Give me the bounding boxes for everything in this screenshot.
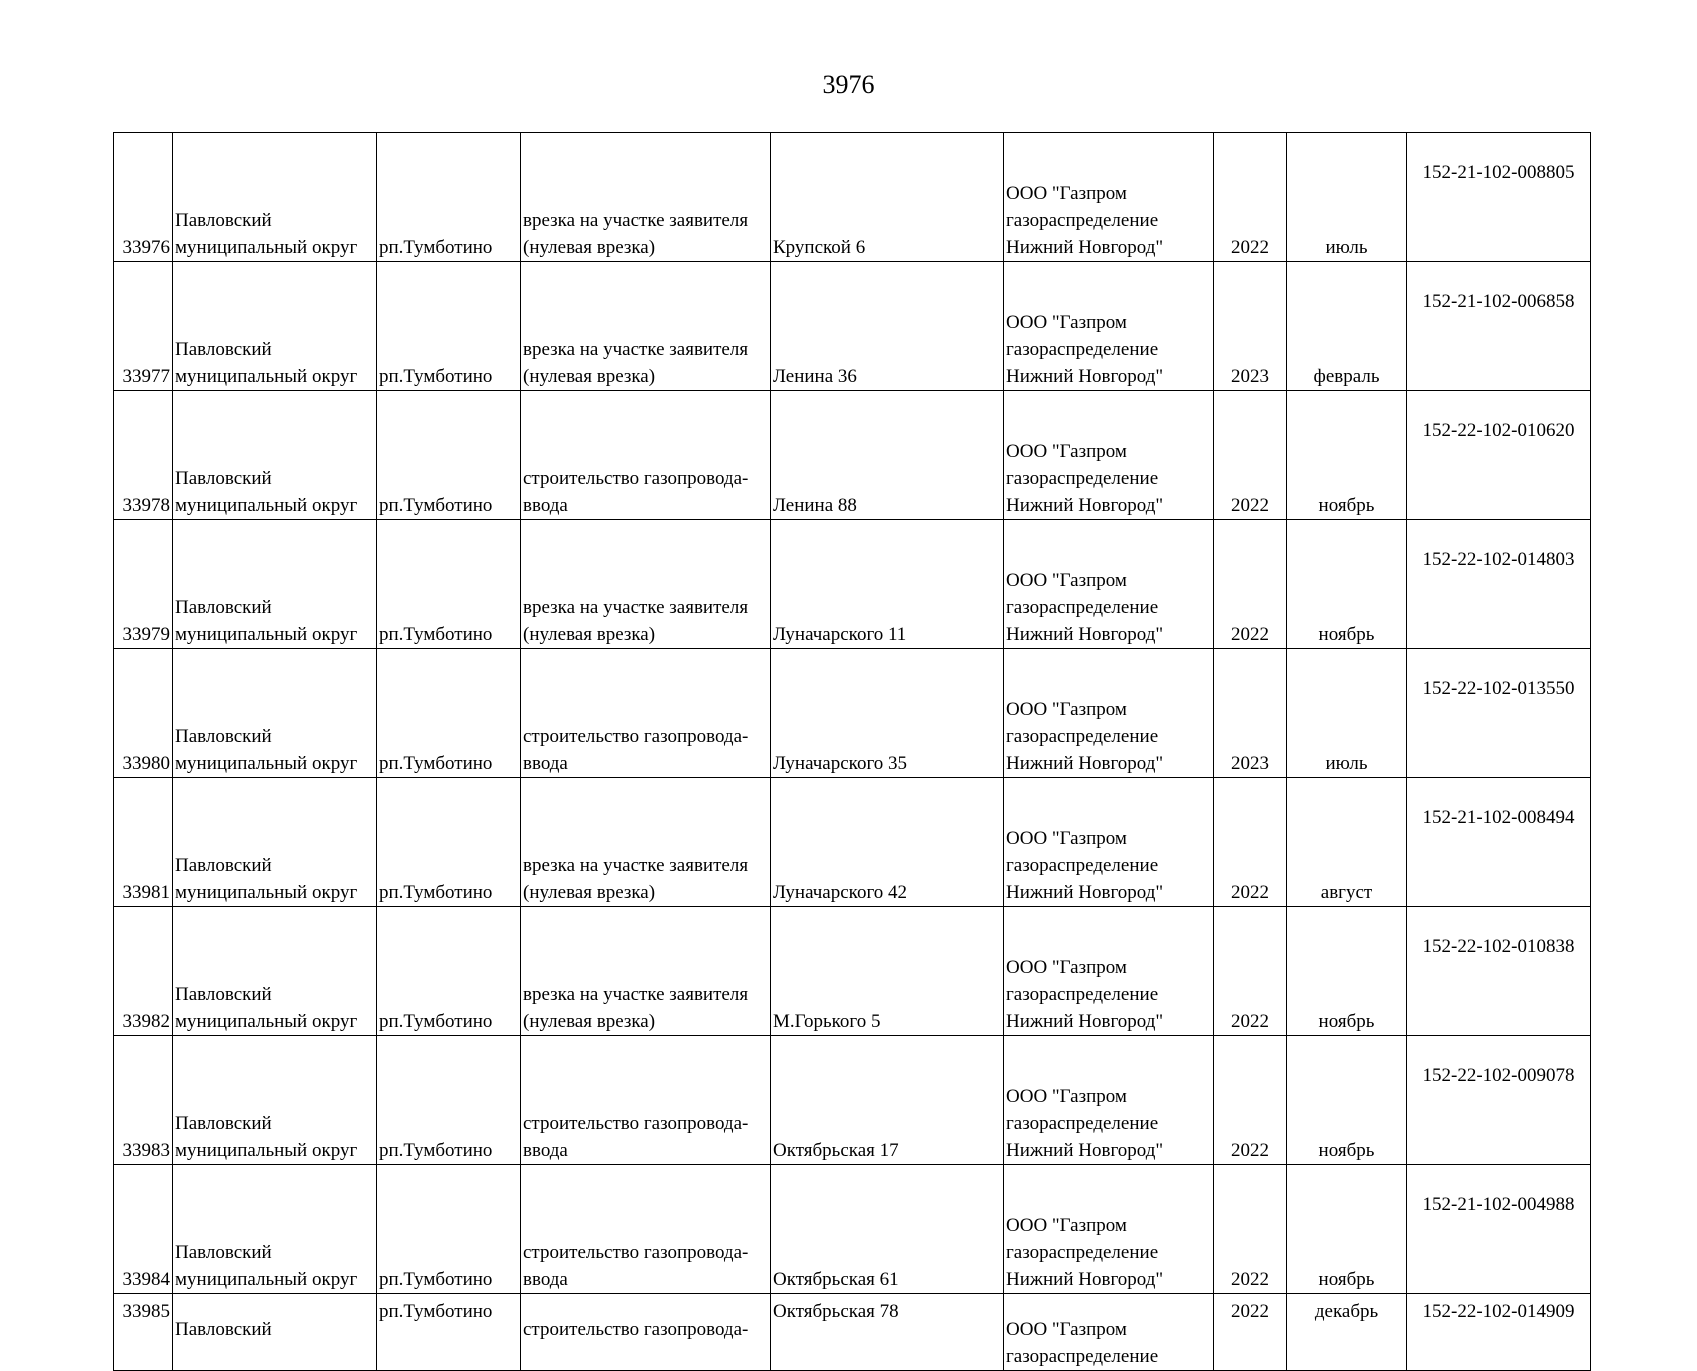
locality-cell: [377, 907, 521, 1036]
month-cell-text: декабрь: [1314, 1301, 1379, 1322]
table-row: [114, 262, 1591, 391]
district-cell-line: Павловский: [175, 726, 272, 747]
address-cell: [771, 1036, 1004, 1165]
locality-cell-text: рп.Тумботино: [379, 366, 493, 387]
district-cell-line: Павловский: [175, 1113, 272, 1134]
locality-cell-text: рп.Тумботино: [379, 495, 493, 516]
record-number-cell: [114, 778, 173, 907]
work-type-cell-line: врезка на участке заявителя: [523, 210, 749, 231]
organization-cell: [1004, 133, 1214, 262]
month-cell-text: ноябрь: [1318, 1011, 1375, 1032]
month-cell-text: июль: [1325, 237, 1368, 258]
application-code-cell: [1407, 1294, 1591, 1371]
address-cell: [771, 391, 1004, 520]
month-cell: [1287, 391, 1407, 520]
organization-cell-line: Нижний Новгород": [1006, 1011, 1164, 1032]
table-row: [114, 1165, 1591, 1294]
district-cell: [173, 649, 377, 778]
work-type-cell-line: (нулевая врезка): [523, 1011, 656, 1032]
record-number-cell-text: 33985: [122, 1301, 170, 1322]
record-number-cell: [114, 907, 173, 1036]
organization-cell-line: газораспределение: [1006, 339, 1159, 360]
application-code-cell: [1407, 133, 1591, 262]
year-cell-text: 2023: [1231, 366, 1269, 387]
district-cell: [173, 133, 377, 262]
record-number-cell: [114, 1165, 173, 1294]
organization-cell: [1004, 778, 1214, 907]
record-number-cell-text: 33984: [122, 1269, 170, 1290]
district-cell: [173, 1294, 377, 1371]
locality-cell-text: рп.Тумботино: [379, 1301, 493, 1322]
district-cell: [173, 778, 377, 907]
work-type-cell-line: строительство газопровода-: [523, 1113, 749, 1134]
work-type-cell-line: врезка на участке заявителя: [523, 339, 749, 360]
district-cell-line: муниципальный округ: [175, 366, 358, 387]
organization-cell-line: Нижний Новгород": [1006, 753, 1164, 774]
district-cell-line: муниципальный округ: [175, 1011, 358, 1032]
work-type-cell-line: строительство газопровода-: [523, 726, 749, 747]
month-cell: [1287, 1036, 1407, 1165]
record-number-cell: [114, 1036, 173, 1165]
organization-cell: [1004, 1294, 1214, 1371]
district-cell: [173, 907, 377, 1036]
year-cell-text: 2022: [1231, 624, 1269, 645]
month-cell: [1287, 133, 1407, 262]
work-type-cell-line: строительство газопровода-: [523, 468, 749, 489]
organization-cell: [1004, 907, 1214, 1036]
district-cell-line: муниципальный округ: [175, 495, 358, 516]
year-cell-text: 2022: [1231, 1301, 1269, 1322]
address-cell: [771, 778, 1004, 907]
application-code-cell: [1407, 907, 1591, 1036]
month-cell: [1287, 778, 1407, 907]
organization-cell-line: газораспределение: [1006, 597, 1159, 618]
work-type-cell-line: врезка на участке заявителя: [523, 855, 749, 876]
table-row: [114, 1036, 1591, 1165]
month-cell: [1287, 520, 1407, 649]
year-cell: [1214, 391, 1287, 520]
record-number-cell-text: 33982: [122, 1011, 170, 1032]
table-row: [114, 649, 1591, 778]
application-code-cell: [1407, 520, 1591, 649]
application-code-cell-text: 152-22-102-010620: [1422, 420, 1575, 441]
application-code-cell: [1407, 262, 1591, 391]
work-type-cell: [521, 262, 771, 391]
address-cell: [771, 1165, 1004, 1294]
organization-cell-line: газораспределение: [1006, 1346, 1159, 1367]
table-row: [114, 907, 1591, 1036]
locality-cell: [377, 778, 521, 907]
record-number-cell-text: 33978: [122, 495, 170, 516]
district-cell-line: муниципальный округ: [175, 753, 358, 774]
organization-cell-line: Нижний Новгород": [1006, 1269, 1164, 1290]
year-cell-text: 2023: [1231, 753, 1269, 774]
registry-table: [113, 132, 1591, 1371]
organization-cell-line: Нижний Новгород": [1006, 366, 1164, 387]
address-cell-text: М.Горького 5: [773, 1011, 881, 1032]
month-cell-text: ноябрь: [1318, 1140, 1375, 1161]
locality-cell: [377, 1294, 521, 1371]
organization-cell-line: ООО "Газпром: [1006, 312, 1127, 333]
year-cell: [1214, 778, 1287, 907]
registry-table-body: [114, 133, 1591, 1371]
address-cell-text: Луначарского 11: [773, 624, 907, 645]
organization-cell: [1004, 649, 1214, 778]
organization-cell-line: ООО "Газпром: [1006, 1215, 1127, 1236]
work-type-cell-line: ввода: [523, 1269, 568, 1290]
address-cell-text: Ленина 88: [773, 495, 857, 516]
work-type-cell-line: строительство газопровода-: [523, 1319, 749, 1340]
address-cell-text: Октябрьская 78: [773, 1301, 899, 1322]
work-type-cell: [521, 1165, 771, 1294]
work-type-cell: [521, 520, 771, 649]
district-cell: [173, 262, 377, 391]
address-cell: [771, 262, 1004, 391]
record-number-cell: [114, 649, 173, 778]
organization-cell-line: газораспределение: [1006, 726, 1159, 747]
locality-cell: [377, 1036, 521, 1165]
district-cell-line: муниципальный округ: [175, 237, 358, 258]
month-cell: [1287, 1165, 1407, 1294]
organization-cell-line: газораспределение: [1006, 855, 1159, 876]
locality-cell-text: рп.Тумботино: [379, 1011, 493, 1032]
application-code-cell: [1407, 391, 1591, 520]
application-code-cell-text: 152-21-102-008805: [1422, 162, 1575, 183]
district-cell-line: муниципальный округ: [175, 1269, 358, 1290]
application-code-cell-text: 152-22-102-014909: [1422, 1301, 1575, 1322]
address-cell-text: Октябрьская 61: [773, 1269, 899, 1290]
organization-cell-line: газораспределение: [1006, 210, 1159, 231]
record-number-cell-text: 33981: [122, 882, 170, 903]
work-type-cell: [521, 1294, 771, 1371]
work-type-cell: [521, 133, 771, 262]
district-cell: [173, 1036, 377, 1165]
month-cell: [1287, 1294, 1407, 1371]
address-cell: [771, 649, 1004, 778]
organization-cell-line: Нижний Новгород": [1006, 237, 1164, 258]
work-type-cell-line: ввода: [523, 1140, 568, 1161]
record-number-cell: [114, 262, 173, 391]
year-cell-text: 2022: [1231, 1269, 1269, 1290]
application-code-cell-text: 152-21-102-008494: [1422, 807, 1575, 828]
locality-cell: [377, 649, 521, 778]
month-cell-text: ноябрь: [1318, 624, 1375, 645]
work-type-cell: [521, 391, 771, 520]
address-cell-text: Ленина 36: [773, 366, 857, 387]
district-cell-line: Павловский: [175, 597, 272, 618]
application-code-cell-text: 152-22-102-010838: [1422, 936, 1575, 957]
address-cell: [771, 520, 1004, 649]
year-cell: [1214, 1165, 1287, 1294]
locality-cell-text: рп.Тумботино: [379, 753, 493, 774]
application-code-cell: [1407, 778, 1591, 907]
work-type-cell-line: (нулевая врезка): [523, 882, 656, 903]
district-cell: [173, 391, 377, 520]
month-cell-text: июль: [1325, 753, 1368, 774]
record-number-cell-text: 33976: [122, 237, 170, 258]
address-cell-text: Октябрьская 17: [773, 1140, 899, 1161]
district-cell-line: муниципальный округ: [175, 882, 358, 903]
district-cell-line: Павловский: [175, 984, 272, 1005]
district-cell-line: Павловский: [175, 339, 272, 360]
district-cell-line: Павловский: [175, 468, 272, 489]
organization-cell-line: ООО "Газпром: [1006, 1086, 1127, 1107]
locality-cell: [377, 520, 521, 649]
work-type-cell-line: врезка на участке заявителя: [523, 984, 749, 1005]
month-cell: [1287, 649, 1407, 778]
year-cell: [1214, 133, 1287, 262]
table-row: [114, 133, 1591, 262]
work-type-cell-line: ввода: [523, 753, 568, 774]
organization-cell-line: газораспределение: [1006, 1242, 1159, 1263]
work-type-cell: [521, 778, 771, 907]
organization-cell-line: ООО "Газпром: [1006, 957, 1127, 978]
record-number-cell: [114, 1294, 173, 1371]
district-cell-line: Павловский: [175, 1242, 272, 1263]
locality-cell: [377, 391, 521, 520]
month-cell-text: август: [1320, 882, 1373, 903]
year-cell: [1214, 262, 1287, 391]
application-code-cell: [1407, 649, 1591, 778]
district-cell: [173, 520, 377, 649]
application-code-cell: [1407, 1036, 1591, 1165]
locality-cell-text: рп.Тумботино: [379, 237, 493, 258]
work-type-cell-line: (нулевая врезка): [523, 237, 656, 258]
district-cell-line: Павловский: [175, 855, 272, 876]
application-code-cell-text: 152-22-102-014803: [1422, 549, 1575, 570]
application-code-cell-text: 152-22-102-013550: [1422, 678, 1575, 699]
locality-cell-text: рп.Тумботино: [379, 1140, 493, 1161]
locality-cell: [377, 133, 521, 262]
year-cell: [1214, 649, 1287, 778]
month-cell-text: ноябрь: [1318, 495, 1375, 516]
year-cell: [1214, 1294, 1287, 1371]
record-number-cell: [114, 133, 173, 262]
address-cell-text: Луначарского 42: [773, 882, 908, 903]
record-number-cell-text: 33977: [122, 366, 170, 387]
work-type-cell: [521, 907, 771, 1036]
locality-cell-text: рп.Тумботино: [379, 882, 493, 903]
district-cell-line: муниципальный округ: [175, 624, 358, 645]
month-cell: [1287, 262, 1407, 391]
record-number-cell: [114, 391, 173, 520]
address-cell: [771, 133, 1004, 262]
address-cell-text: Крупской 6: [773, 237, 866, 258]
record-number-cell-text: 33983: [122, 1140, 170, 1161]
work-type-cell-line: строительство газопровода-: [523, 1242, 749, 1263]
year-cell-text: 2022: [1231, 882, 1269, 903]
table-row: [114, 391, 1591, 520]
work-type-cell-line: ввода: [523, 495, 568, 516]
organization-cell-line: Нижний Новгород": [1006, 1140, 1164, 1161]
organization-cell: [1004, 391, 1214, 520]
organization-cell-line: газораспределение: [1006, 468, 1159, 489]
district-cell-line: муниципальный округ: [175, 1140, 358, 1161]
table-row: [114, 520, 1591, 649]
table-row: [114, 1294, 1591, 1371]
organization-cell: [1004, 1165, 1214, 1294]
organization-cell: [1004, 262, 1214, 391]
locality-cell-text: рп.Тумботино: [379, 624, 493, 645]
application-code-cell: [1407, 1165, 1591, 1294]
application-code-cell-text: 152-21-102-004988: [1422, 1194, 1575, 1215]
year-cell-text: 2022: [1231, 237, 1269, 258]
organization-cell-line: ООО "Газпром: [1006, 699, 1127, 720]
work-type-cell: [521, 649, 771, 778]
organization-cell: [1004, 520, 1214, 649]
application-code-cell-text: 152-21-102-006858: [1422, 291, 1575, 312]
organization-cell-line: Нижний Новгород": [1006, 624, 1164, 645]
organization-cell-line: ООО "Газпром: [1006, 828, 1127, 849]
address-cell: [771, 907, 1004, 1036]
application-code-cell-text: 152-22-102-009078: [1422, 1065, 1575, 1086]
locality-cell: [377, 262, 521, 391]
record-number-cell: [114, 520, 173, 649]
district-cell-line: Павловский: [175, 210, 272, 231]
year-cell: [1214, 1036, 1287, 1165]
year-cell-text: 2022: [1231, 1011, 1269, 1032]
work-type-cell-line: (нулевая врезка): [523, 366, 656, 387]
locality-cell: [377, 1165, 521, 1294]
district-cell-line: Павловский: [175, 1319, 272, 1340]
address-cell: [771, 1294, 1004, 1371]
organization-cell-line: газораспределение: [1006, 1113, 1159, 1134]
table-row: [114, 778, 1591, 907]
district-cell: [173, 1165, 377, 1294]
organization-cell: [1004, 1036, 1214, 1165]
organization-cell-line: Нижний Новгород": [1006, 882, 1164, 903]
organization-cell-line: ООО "Газпром: [1006, 441, 1127, 462]
year-cell-text: 2022: [1231, 1140, 1269, 1161]
page-number: 3976: [822, 70, 875, 99]
year-cell: [1214, 907, 1287, 1036]
year-cell: [1214, 520, 1287, 649]
work-type-cell-line: (нулевая врезка): [523, 624, 656, 645]
record-number-cell-text: 33979: [122, 624, 170, 645]
organization-cell-line: ООО "Газпром: [1006, 183, 1127, 204]
organization-cell-line: ООО "Газпром: [1006, 570, 1127, 591]
record-number-cell-text: 33980: [122, 753, 170, 774]
month-cell-text: февраль: [1313, 366, 1380, 387]
month-cell: [1287, 907, 1407, 1036]
work-type-cell: [521, 1036, 771, 1165]
address-cell-text: Луначарского 35: [773, 753, 908, 774]
organization-cell-line: Нижний Новгород": [1006, 495, 1164, 516]
work-type-cell-line: врезка на участке заявителя: [523, 597, 749, 618]
year-cell-text: 2022: [1231, 495, 1269, 516]
month-cell-text: ноябрь: [1318, 1269, 1375, 1290]
organization-cell-line: газораспределение: [1006, 984, 1159, 1005]
organization-cell-line: ООО "Газпром: [1006, 1319, 1127, 1340]
locality-cell-text: рп.Тумботино: [379, 1269, 493, 1290]
